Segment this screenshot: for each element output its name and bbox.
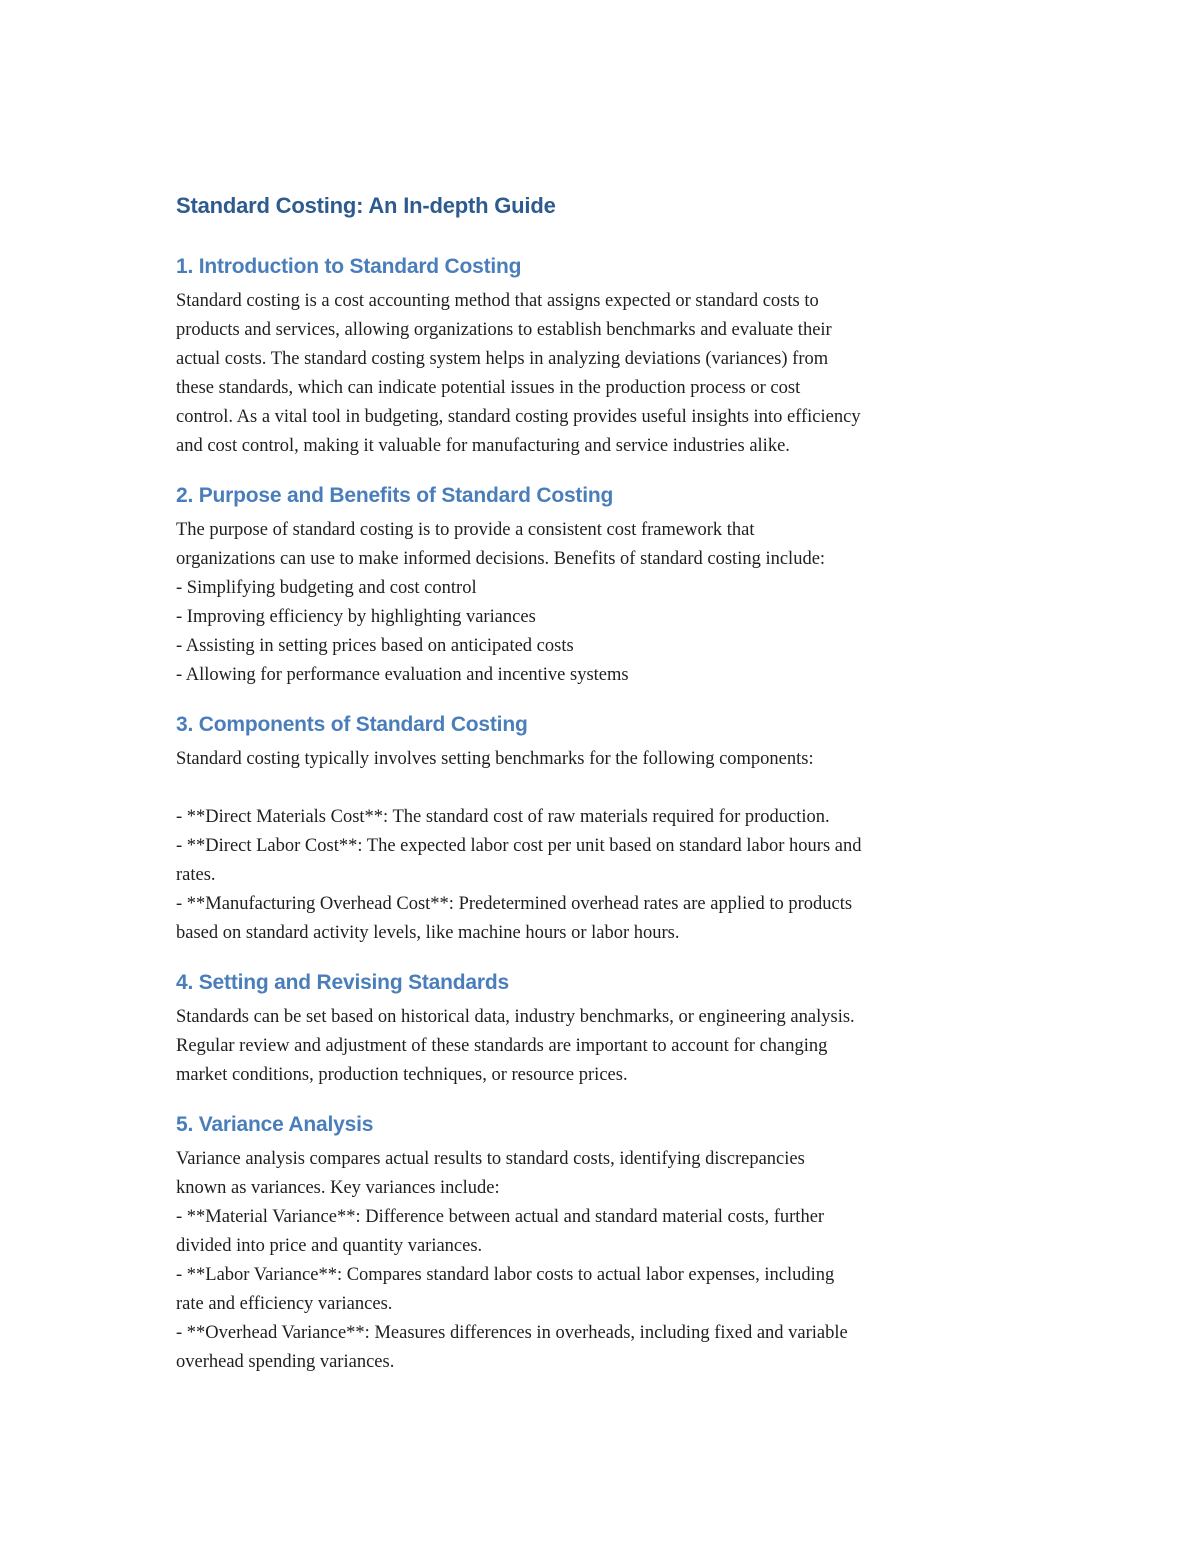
section-heading: 1. Introduction to Standard Costing [176,255,522,278]
text-line: known as variances. Key variances include: [176,1178,500,1198]
list-item: - Allowing for performance evaluation and incentive systems [176,665,629,685]
list-item: - **Labor Variance**: Compares standard labor costs to actual labor expenses, including [176,1265,835,1285]
section-paragraph [176,1145,1036,1377]
section-paragraph [176,745,1036,948]
list-item: - **Material Variance**: Difference between actual and standard material costs, further [176,1207,825,1227]
list-item: - **Overhead Variance**: Measures differences in overheads, including fixed and variable [176,1323,848,1343]
section-heading: 4. Setting and Revising Standards [176,971,509,994]
document-body [176,190,1036,1397]
list-item: - Simplifying budgeting and cost control [176,578,477,598]
text-line: divided into price and quantity variances. [176,1236,483,1256]
list-item: - **Manufacturing Overhead Cost**: Predetermined overhead rates are applied to products [176,894,853,914]
text-line: organizations can use to make informed decisions. Benefits of standard costing include: [176,549,826,569]
blank-line [176,774,1036,803]
section-setting-revising [176,968,1036,1090]
section-heading: 5. Variance Analysis [176,1113,374,1136]
text-line: based on standard activity levels, like machine hours or labor hours. [176,923,680,943]
text-line: and cost control, making it valuable for manufacturing and service industries alike. [176,436,790,456]
text-line: rate and efficiency variances. [176,1294,393,1314]
text-line: Standard costing typically involves setting benchmarks for the following components: [176,749,814,769]
section-variance-analysis [176,1110,1036,1377]
section-paragraph [176,287,1036,461]
text-line: rates. [176,865,216,885]
text-line: actual costs. The standard costing system helps in analyzing deviations (variances) from [176,349,829,369]
section-paragraph [176,516,1036,690]
list-item: - Improving efficiency by highlighting variances [176,607,536,627]
text-line: The purpose of standard costing is to provide a consistent cost framework that [176,520,755,540]
text-line: overhead spending variances. [176,1352,395,1372]
section-heading: 3. Components of Standard Costing [176,713,528,736]
list-item: - **Direct Labor Cost**: The expected labor cost per unit based on standard labor hours and [176,836,862,856]
section-purpose-benefits [176,481,1036,690]
section-components [176,710,1036,948]
text-line: products and services, allowing organizations to establish benchmarks and evaluate their [176,320,832,340]
document-title: Standard Costing: An In-depth Guide [176,193,556,218]
text-line: Regular review and adjustment of these standards are important to account for changing [176,1036,828,1056]
text-line: Standards can be set based on historical data, industry benchmarks, or engineering analysis. [176,1007,855,1027]
text-line: Standard costing is a cost accounting method that assigns expected or standard costs to [176,291,819,311]
list-item: - **Direct Materials Cost**: The standard cost of raw materials required for production. [176,807,830,827]
section-heading: 2. Purpose and Benefits of Standard Costing [176,484,614,507]
list-item: - Assisting in setting prices based on anticipated costs [176,636,574,656]
text-line: control. As a vital tool in budgeting, standard costing provides useful insights into efficiency [176,407,861,427]
text-line: Variance analysis compares actual results to standard costs, identifying discrepancies [176,1149,805,1169]
text-line: market conditions, production techniques, or resource prices. [176,1065,628,1085]
text-line: these standards, which can indicate potential issues in the production process or cost [176,378,801,398]
section-paragraph [176,1003,1036,1090]
section-introduction [176,252,1036,461]
